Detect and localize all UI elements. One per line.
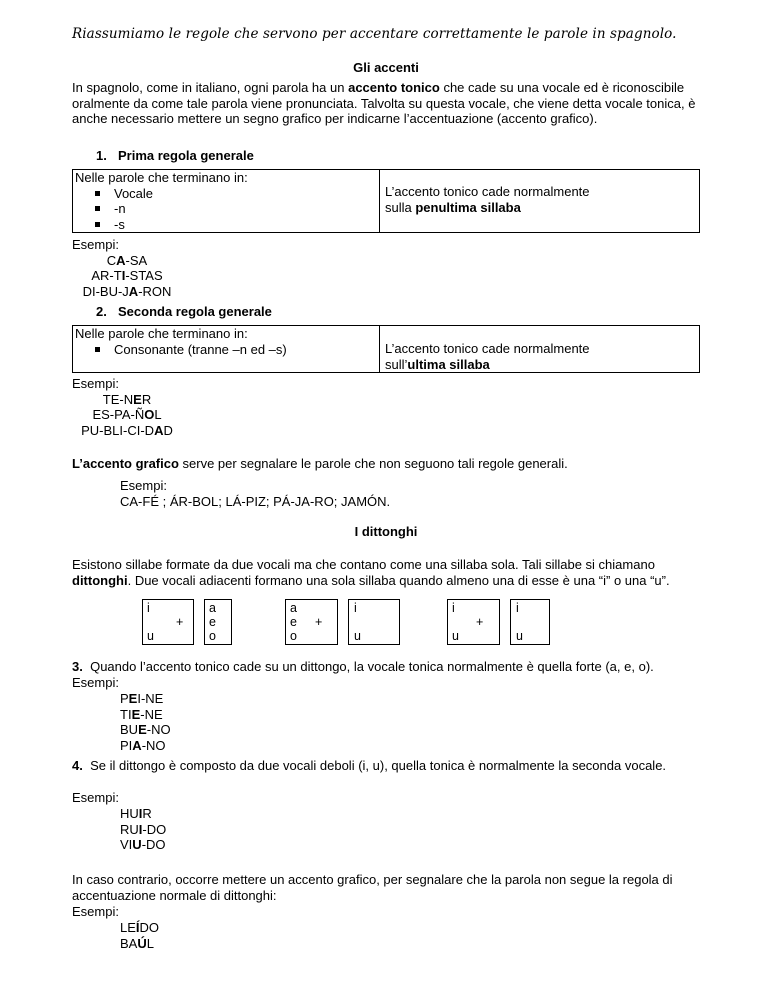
box-letter: u: [354, 629, 361, 643]
rule1-right-line1: L’accento tonico cade normalmente: [385, 184, 590, 199]
section-title-accenti: Gli accenti: [353, 60, 419, 75]
example-word: [120, 936, 159, 952]
diphthong-box-strong: [204, 599, 232, 645]
grafico-text: serve per segnalare le parole che non seguono tali regole generali.: [178, 456, 568, 471]
page-header: Riassumiamo le regole che servono per accentare correttamente le parole in spagnolo.: [72, 26, 677, 42]
diphthong-box-weak-2: [348, 599, 400, 645]
example-stressed: E: [131, 706, 141, 722]
dittonghi-text-a: Esistono sillabe formate da due vocali ma che contano come una sillaba sola. Tali sillabe si chiamano: [72, 557, 655, 572]
grafico-example-words: CA-FÉ ; ÁR-BOL; LÁ-PIZ; PÁ-JA-RO; JAMÓN.: [120, 493, 391, 509]
example-part: RU: [120, 821, 139, 837]
example-word: [120, 738, 171, 754]
bullet-square-icon: [95, 206, 100, 211]
bullet-square-icon: [95, 347, 100, 352]
box-letter: e: [290, 615, 297, 629]
bullet-text: Vocale: [114, 185, 154, 201]
bullet-text: -n: [114, 201, 126, 216]
box-letter: i: [354, 601, 357, 615]
example-word: [120, 806, 166, 822]
example-word: [120, 920, 159, 936]
example-part: -RON: [138, 283, 172, 299]
plus-sign: +: [176, 615, 184, 629]
box-letter: a: [290, 601, 297, 615]
rule2-left-title: Nelle parole che terminano in:: [75, 326, 248, 341]
rule2-right-line2: [385, 357, 699, 373]
box-letter: i: [516, 601, 519, 615]
example-stressed: Í: [135, 920, 140, 935]
example-stressed: A: [128, 283, 139, 299]
example-stressed: A: [154, 422, 164, 438]
rule2-number: 2.: [96, 304, 107, 319]
example-stressed: Ú: [137, 935, 147, 951]
dittonghi-text-c: . Due vocali adiacenti formano una sola sillaba quando almeno una di esse è una “i” o una “u”.: [127, 572, 670, 588]
box-letter: i: [452, 601, 455, 615]
rule1-right-cell: [380, 170, 700, 233]
examples-label: Esempi:: [72, 237, 119, 252]
contrario-paragraph: In caso contrario, occorre mettere un accento grafico, per segnalare che la parola non segue la regola di accentuazione normale di dittonghi:: [72, 872, 673, 903]
example-part: P: [120, 691, 129, 706]
rule2-heading: [72, 304, 272, 319]
diphthong-box-weak: [142, 599, 194, 645]
example-part: BU: [120, 722, 139, 737]
example-part: L: [146, 935, 154, 951]
intro-bold: accento tonico: [348, 80, 440, 95]
rule1-number: 1.: [96, 148, 107, 163]
rule1-heading: [72, 148, 254, 163]
example-stressed: E: [133, 391, 142, 407]
example-stressed: A: [132, 737, 142, 753]
box-letter: u: [516, 629, 523, 643]
example-part: -NO: [146, 722, 171, 737]
rule1-right-bold: penultima sillaba: [415, 199, 521, 215]
rule3-examples: [72, 691, 171, 753]
rule4-text: Se il dittongo è composto da due vocali deboli (i, u), quella tonica è normalmente la seconda vocale.: [90, 758, 667, 773]
box-letter: o: [290, 629, 297, 643]
example-word: [72, 423, 182, 439]
dittonghi-bold: dittonghi: [72, 572, 128, 588]
rule1-bullet: [75, 186, 379, 202]
example-part: R: [142, 806, 152, 821]
contrario-examples: [72, 920, 159, 951]
example-word: [120, 691, 171, 707]
example-part: D: [163, 422, 173, 438]
example-part: -DO: [142, 821, 167, 837]
intro-paragraph: [72, 80, 700, 127]
example-stressed: I: [138, 806, 143, 821]
example-part: AR-T: [91, 268, 122, 283]
example-part: C: [106, 252, 117, 268]
rule4-number: 4.: [72, 758, 83, 773]
section-title-dittonghi: I dittonghi: [354, 524, 418, 539]
rule1-examples: [72, 237, 212, 299]
examples-label: Esempi:: [72, 675, 119, 690]
rule1-left-cell: [73, 170, 380, 233]
rule3-text: Quando l’accento tonico cade su un dittongo, la vocale tonica normalmente è quella forte (a, e, o).: [90, 659, 654, 674]
rule1-right-line2: [385, 200, 699, 216]
diphthong-box-strong-2: [285, 599, 338, 645]
rule2-table: [72, 325, 700, 373]
rule1-bullet: [75, 201, 379, 217]
bullet-square-icon: [95, 222, 100, 227]
example-part: TE-N: [102, 391, 134, 407]
example-part: PI: [120, 737, 133, 753]
rule4-paragraph: [72, 758, 700, 774]
bullet-square-icon: [95, 191, 100, 196]
example-part: -SA: [125, 252, 148, 268]
example-part: TI: [120, 706, 132, 722]
example-stressed: I: [121, 268, 126, 283]
box-letter: u: [452, 629, 459, 643]
example-part: PU-BLI-CI-D: [81, 422, 155, 438]
example-stressed: E: [138, 722, 147, 737]
rule1-bullet: [75, 217, 379, 233]
examples-label: Esempi:: [72, 790, 119, 805]
example-stressed: O: [144, 407, 155, 422]
example-word: [72, 253, 182, 269]
example-part: LE: [120, 920, 136, 935]
example-part: VI: [120, 837, 133, 852]
plus-sign: +: [315, 615, 323, 629]
example-part: -NO: [141, 737, 166, 753]
example-word: [120, 822, 166, 838]
rule2-heading-text: Seconda regola generale: [118, 304, 272, 319]
example-part: -NE: [140, 706, 163, 722]
example-part: L: [154, 407, 162, 422]
example-word: [72, 268, 182, 284]
example-part: DI-BU-J: [82, 283, 129, 299]
rule2-left-cell: [73, 326, 380, 373]
example-part: -DO: [141, 837, 166, 852]
example-part: I-NE: [137, 691, 164, 706]
box-letter: o: [209, 629, 216, 643]
grafico-examples: [72, 478, 390, 509]
rule2-right-cell: [380, 326, 700, 373]
diphthong-box-weak-4: [510, 599, 550, 645]
rule2-right-line1: L’accento tonico cade normalmente: [385, 341, 590, 356]
example-stressed: E: [128, 691, 138, 706]
example-word: [120, 837, 166, 853]
rule3-paragraph: [72, 659, 700, 675]
diphthong-box-weak-3: [447, 599, 500, 645]
rule3-number: 3.: [72, 659, 83, 674]
rule1-right-text: sulla: [385, 199, 416, 215]
bullet-text: Consonante (tranne –n ed –s): [114, 341, 287, 357]
box-letter: u: [147, 629, 154, 643]
example-stressed: I: [138, 821, 143, 837]
examples-label: Esempi:: [72, 904, 119, 919]
examples-label: Esempi:: [120, 478, 167, 493]
example-word: [72, 407, 182, 423]
rule2-examples: [72, 376, 212, 438]
accento-grafico-paragraph: [72, 456, 700, 472]
box-letter: e: [209, 615, 216, 629]
intro-text-a: In spagnolo, come in italiano, ogni parola ha un: [72, 80, 349, 95]
example-word: [72, 392, 182, 408]
example-word: [72, 284, 182, 300]
bullet-text: -s: [114, 216, 125, 232]
example-part: ES-PA-Ñ: [92, 407, 145, 422]
plus-sign: +: [476, 615, 484, 629]
rule1-heading-text: Prima regola generale: [118, 148, 254, 163]
intro-text-c: che cade su una vocale ed è riconoscibile oralmente da come tale parola viene pronunciata. Talvolta su questa vocale, che viene detta vocale tonica, è anche necessario mettere un segno grafico per indicarne l’accentuazione (accento grafico).: [72, 80, 696, 126]
box-letter: a: [209, 601, 216, 615]
example-part: HU: [120, 806, 139, 821]
rule2-right-bold: ultima sillaba: [407, 356, 490, 372]
example-word: [120, 707, 171, 723]
examples-label: Esempi:: [72, 376, 119, 391]
example-part: DO: [139, 920, 160, 935]
example-part: -STAS: [125, 268, 163, 283]
box-letter: i: [147, 601, 150, 615]
rule4-examples: [72, 806, 166, 853]
example-part: BA: [120, 935, 138, 951]
rule1-left-title: Nelle parole che terminano in:: [75, 170, 248, 185]
dittonghi-paragraph: [72, 557, 700, 588]
example-stressed: U: [132, 837, 142, 852]
example-part: R: [141, 391, 152, 407]
grafico-bold: L’accento grafico: [72, 456, 179, 471]
example-word: [120, 722, 171, 738]
rule2-bullet: [75, 342, 379, 358]
example-stressed: A: [116, 252, 126, 268]
rule1-table: [72, 169, 700, 233]
rule2-right-text: sull’: [385, 356, 408, 372]
